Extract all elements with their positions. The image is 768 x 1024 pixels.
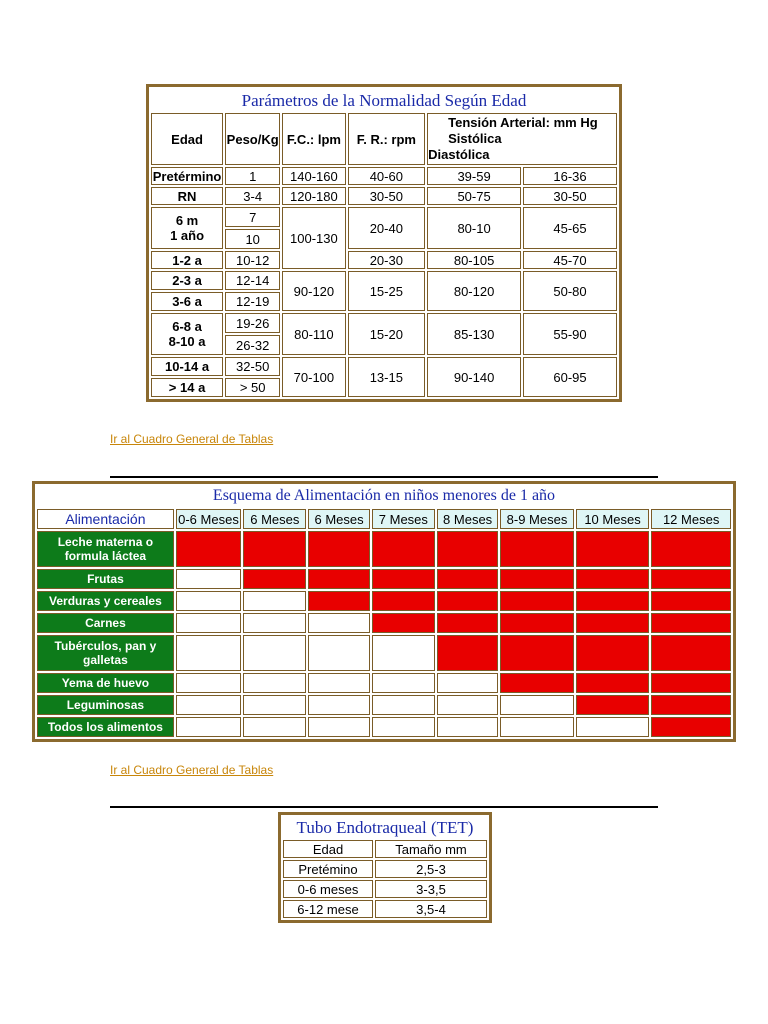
month-header: 7 Meses bbox=[372, 509, 435, 529]
feeding-cell-empty bbox=[308, 613, 369, 633]
header-diastolica: Diastólica bbox=[428, 147, 490, 162]
feeding-cell-allowed bbox=[500, 531, 574, 567]
row-sistolica: 85-130 bbox=[427, 313, 521, 355]
feeding-cell-empty bbox=[243, 695, 306, 715]
feeding-cell-empty bbox=[176, 635, 241, 671]
month-header: 8-9 Meses bbox=[500, 509, 574, 529]
feeding-cell-allowed bbox=[308, 591, 369, 611]
feeding-row bbox=[37, 673, 731, 693]
row-fc: 140-160 bbox=[282, 167, 345, 185]
feeding-row bbox=[37, 695, 731, 715]
link-general-tables[interactable]: Ir al Cuadro General de Tablas bbox=[110, 432, 274, 446]
feeding-cell-allowed bbox=[437, 531, 498, 567]
row-fc: 120-180 bbox=[282, 187, 345, 205]
feeding-cell-allowed bbox=[372, 613, 435, 633]
feeding-row bbox=[37, 591, 731, 611]
row-fr: 13-15 bbox=[348, 357, 426, 397]
feeding-cell-empty bbox=[372, 635, 435, 671]
row-fr: 15-25 bbox=[348, 271, 426, 311]
feeding-cell-allowed bbox=[500, 591, 574, 611]
feeding-cell-allowed bbox=[437, 591, 498, 611]
link-general-tables[interactable]: Ir al Cuadro General de Tablas bbox=[110, 763, 274, 777]
row-diastolica: 45-65 bbox=[523, 207, 617, 249]
feeding-cell-empty bbox=[372, 673, 435, 693]
feeding-cell-allowed bbox=[243, 531, 306, 567]
row-diastolica: 30-50 bbox=[523, 187, 617, 205]
feeding-cell-allowed bbox=[576, 531, 650, 567]
feeding-table bbox=[32, 481, 736, 742]
feeding-cell-empty bbox=[176, 695, 241, 715]
feeding-cell-allowed bbox=[500, 613, 574, 633]
row-peso: 10-12 bbox=[225, 251, 280, 269]
food-label: Tubérculos, pan y galletas bbox=[37, 635, 174, 671]
row-fr: 20-30 bbox=[348, 251, 426, 269]
row-fr: 15-20 bbox=[348, 313, 426, 355]
row-sistolica: 80-105 bbox=[427, 251, 521, 269]
feeding-cell-empty bbox=[308, 635, 369, 671]
params-grid bbox=[149, 111, 619, 399]
feeding-cell-empty bbox=[372, 695, 435, 715]
feeding-cell-empty bbox=[308, 717, 369, 737]
feeding-cell-allowed bbox=[651, 695, 731, 715]
header-fr: F. R.: rpm bbox=[348, 113, 426, 165]
feeding-cell-allowed bbox=[500, 635, 574, 671]
row-edad-line: 1 año bbox=[170, 228, 205, 243]
feeding-row bbox=[37, 613, 731, 633]
row-edad: > 14 a bbox=[151, 378, 223, 397]
feeding-cell-allowed bbox=[651, 717, 731, 737]
feeding-cell-empty bbox=[437, 695, 498, 715]
feeding-cell-allowed bbox=[651, 635, 731, 671]
header-alimentacion: Alimentación bbox=[37, 509, 174, 529]
row-peso: 12-19 bbox=[225, 292, 280, 311]
row-peso: 1 bbox=[225, 167, 280, 185]
feeding-cell-allowed bbox=[437, 613, 498, 633]
header-sistolica: Sistólica bbox=[448, 131, 502, 146]
params-table-title: Parámetros de la Normalidad Según Edad bbox=[241, 91, 527, 110]
feeding-cell-allowed bbox=[576, 569, 650, 589]
feeding-cell-empty bbox=[500, 695, 574, 715]
row-sistolica: 80-10 bbox=[427, 207, 521, 249]
month-header: 6 Meses bbox=[308, 509, 369, 529]
food-label: Leche materna o formula láctea bbox=[37, 531, 174, 567]
feeding-grid bbox=[35, 507, 733, 739]
row-diastolica: 55-90 bbox=[523, 313, 617, 355]
feeding-cell-allowed bbox=[651, 673, 731, 693]
row-sistolica: 80-120 bbox=[427, 271, 521, 311]
row-edad: 3-6 a bbox=[151, 292, 223, 311]
tube-row-edad: 6-12 mese bbox=[283, 900, 373, 918]
food-label: Carnes bbox=[37, 613, 174, 633]
feeding-cell-allowed bbox=[308, 531, 369, 567]
feeding-cell-empty bbox=[176, 717, 241, 737]
tube-table-title: Tubo Endotraqueal (TET) bbox=[296, 818, 474, 837]
feeding-cell-allowed bbox=[372, 569, 435, 589]
tube-grid bbox=[281, 838, 489, 920]
month-header: 10 Meses bbox=[576, 509, 650, 529]
divider bbox=[110, 476, 658, 478]
feeding-cell-allowed bbox=[437, 635, 498, 671]
tube-row-size: 2,5-3 bbox=[375, 860, 487, 878]
feeding-cell-empty bbox=[308, 695, 369, 715]
row-edad bbox=[151, 207, 223, 249]
feeding-cell-allowed bbox=[576, 695, 650, 715]
row-peso: 7 bbox=[225, 207, 280, 227]
row-peso: 32-50 bbox=[225, 357, 280, 376]
food-label: Leguminosas bbox=[37, 695, 174, 715]
feeding-cell-allowed bbox=[576, 613, 650, 633]
row-peso: > 50 bbox=[225, 378, 280, 397]
row-peso: 26-32 bbox=[225, 335, 280, 355]
row-edad: Pretérmino bbox=[152, 168, 222, 184]
feeding-cell-empty bbox=[176, 673, 241, 693]
row-edad: RN bbox=[151, 187, 223, 205]
month-header: 0-6 Meses bbox=[176, 509, 241, 529]
tube-row-size: 3,5-4 bbox=[375, 900, 487, 918]
feeding-cell-empty bbox=[243, 635, 306, 671]
row-sistolica: 50-75 bbox=[427, 187, 521, 205]
feeding-cell-empty bbox=[576, 717, 650, 737]
row-edad: 2-3 a bbox=[151, 271, 223, 290]
row-sistolica: 90-140 bbox=[427, 357, 521, 397]
row-fc: 90-120 bbox=[282, 271, 345, 311]
tube-row-edad: Pretémino bbox=[283, 860, 373, 878]
feeding-cell-allowed bbox=[651, 531, 731, 567]
feeding-cell-empty bbox=[243, 613, 306, 633]
feeding-cell-empty bbox=[500, 717, 574, 737]
feeding-cell-empty bbox=[176, 613, 241, 633]
row-diastolica: 60-95 bbox=[523, 357, 617, 397]
feeding-cell-empty bbox=[308, 673, 369, 693]
feeding-cell-empty bbox=[437, 717, 498, 737]
feeding-cell-empty bbox=[243, 717, 306, 737]
tube-table bbox=[278, 812, 492, 923]
header-tension bbox=[427, 113, 617, 165]
header-peso: Peso/Kg bbox=[225, 113, 280, 165]
row-peso: 19-26 bbox=[225, 313, 280, 333]
feeding-cell-allowed bbox=[500, 673, 574, 693]
row-peso: 12-14 bbox=[225, 271, 280, 290]
feeding-cell-allowed bbox=[576, 591, 650, 611]
month-header: 12 Meses bbox=[651, 509, 731, 529]
row-fc: 100-130 bbox=[282, 207, 345, 269]
feeding-cell-allowed bbox=[308, 569, 369, 589]
month-header: 6 Meses bbox=[243, 509, 306, 529]
feeding-cell-allowed bbox=[651, 591, 731, 611]
row-fc: 80-110 bbox=[282, 313, 345, 355]
feeding-cell-allowed bbox=[372, 531, 435, 567]
food-label: Todos los alimentos bbox=[37, 717, 174, 737]
feeding-cell-allowed bbox=[576, 673, 650, 693]
feeding-row bbox=[37, 569, 731, 589]
food-label: Verduras y cereales bbox=[37, 591, 174, 611]
row-peso: 10 bbox=[225, 229, 280, 249]
row-diastolica: 16-36 bbox=[523, 167, 617, 185]
feeding-cell-allowed bbox=[372, 591, 435, 611]
feeding-cell-allowed bbox=[651, 569, 731, 589]
feeding-row bbox=[37, 717, 731, 737]
row-edad bbox=[151, 313, 223, 355]
food-label: Yema de huevo bbox=[37, 673, 174, 693]
row-edad: 10-14 a bbox=[151, 357, 223, 376]
row-edad-line: 6 m bbox=[175, 213, 199, 228]
food-label: Frutas bbox=[37, 569, 174, 589]
feeding-row bbox=[37, 635, 731, 671]
feeding-cell-empty bbox=[243, 591, 306, 611]
feeding-cell-allowed bbox=[500, 569, 574, 589]
feeding-cell-allowed bbox=[243, 569, 306, 589]
row-sistolica: 39-59 bbox=[427, 167, 521, 185]
row-fr: 20-40 bbox=[348, 207, 426, 249]
row-fr: 30-50 bbox=[348, 187, 426, 205]
feeding-cell-allowed bbox=[437, 569, 498, 589]
row-diastolica: 45-70 bbox=[523, 251, 617, 269]
row-diastolica: 50-80 bbox=[523, 271, 617, 311]
header-fc: F.C.: lpm bbox=[282, 113, 345, 165]
feeding-cell-allowed bbox=[576, 635, 650, 671]
row-fr: 40-60 bbox=[348, 167, 426, 185]
feeding-table-title: Esquema de Alimentación en niños menores de 1 año bbox=[212, 487, 556, 504]
row-edad: 1-2 a bbox=[151, 251, 223, 269]
row-fc: 70-100 bbox=[282, 357, 345, 397]
header-tension-title: Tensión Arterial: mm Hg bbox=[448, 115, 598, 130]
divider bbox=[110, 806, 658, 808]
feeding-cell-empty bbox=[372, 717, 435, 737]
feeding-cell-empty bbox=[437, 673, 498, 693]
row-peso: 3-4 bbox=[225, 187, 280, 205]
feeding-cell-allowed bbox=[651, 613, 731, 633]
month-header: 8 Meses bbox=[437, 509, 498, 529]
feeding-cell-allowed bbox=[176, 531, 241, 567]
params-table bbox=[146, 84, 622, 402]
row-edad-line: 6-8 a bbox=[172, 319, 202, 334]
feeding-cell-empty bbox=[243, 673, 306, 693]
tube-row-size: 3-3,5 bbox=[375, 880, 487, 898]
tube-header-edad: Edad bbox=[283, 840, 373, 858]
feeding-row bbox=[37, 531, 731, 567]
feeding-cell-empty bbox=[176, 569, 241, 589]
tube-header-size: Tamaño mm bbox=[375, 840, 487, 858]
header-edad: Edad bbox=[151, 113, 223, 165]
feeding-cell-empty bbox=[176, 591, 241, 611]
tube-row-edad: 0-6 meses bbox=[283, 880, 373, 898]
row-edad-line: 8-10 a bbox=[168, 334, 206, 349]
